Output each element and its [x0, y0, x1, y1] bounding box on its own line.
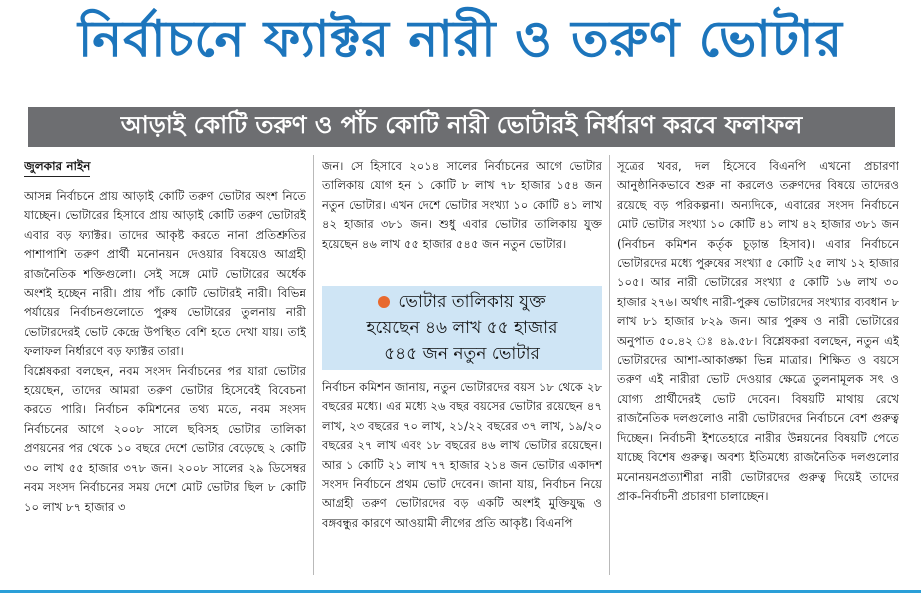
article-column-2-top — [322, 157, 602, 277]
paragraph: জন। সে হিসাবে ২০১৪ সালের নির্বাচনের আগে ভোটার তালিকায় যোগ হন ১ কোটি ৮ লাখ ৭৮ হাজার ১৫৪ জন নতুন ভোটার। এখন দেশে ভোটার সংখ্যা ১০ কোটি ৪১ লাখ ৪২ হাজার ৩৮১ জন। শুধু এবার ভোটার তালিকায় যুক্ত হয়েছেন ৪৬ লাখ ৫৫ হাজার ৫৪৫ জন নতুন ভোটার। — [322, 159, 602, 251]
column-divider — [313, 155, 314, 575]
paragraph: নির্বাচন কমিশন জানায়, নতুন ভোটারদের বয়স ১৮ থেকে ২৮ বছরের মধ্যে। এর মধ্যে ২৬ বছর বয়সের ভোটার রয়েছেন ৪৭ লাখ, ২৩ বছরের ৭০ লাখ, ২১/২২ বছরের ৩৭ লাখ, ১৯/২০ বছরের ২৭ লাখ এবং ১৮ বছরের ৪৬ লাখ ভোটার রয়েছেন। আর ১ কোটি ২১ লাখ ৭৭ হাজার ২১৪ জন ভোটার একাদশ সংসদ নির্বাচনে প্রথম ভোট দেবেন। জানা যায়, নির্বাচন নিয়ে আগ্রহী তরুণ ভোটারদের বড় একটি অংশই মুক্তিযুদ্ধ ও বঙ্গবন্ধুর কারণে আওয়ামী লীগের প্রতি আকৃষ্ট। বিএনপি — [322, 380, 602, 530]
article-column-3 — [617, 157, 899, 577]
paragraph: বিশ্লেষকরা বলছেন, নবম সংসদ নির্বাচনের পর যারা ভোটার হয়েছেন, তাদের আমরা তরুণ ভোটার হিসেবেই বিবেচনা করতে পারি। নির্বাচন কমিশনের তথ্য মতে, নবম সংসদ নির্বাচনের আগে ২০০৮ সালে ছবিসহ ভোটার তালিকা প্রণয়নের পর থেকে ১০ বছরে দেশে ভোটার বেড়েছে ২ কোটি ৩০ লাখ ৫৫ হাজার ৩৭৮ জন। ২০০৮ সালের ২৯ ডিসেম্বর নবম সংসদ নির্বাচনের সময় দেশে মোট ভোটার ছিল ৮ কোটি ১০ লাখ ৮৭ হাজার ৩ — [24, 363, 306, 514]
column-divider — [609, 155, 610, 575]
byline: জুলকার নাইন — [24, 157, 90, 177]
pull-quote-line: হয়েছেন ৪৬ লাখ ৫৫ হাজার — [366, 318, 558, 338]
pull-quote-box — [322, 286, 602, 370]
headline: নির্বাচনে ফ্যাক্টর নারী ও তরুণ ভোটার — [78, 9, 843, 68]
subheadline-banner — [28, 107, 895, 147]
pull-quote-line: ৫৪৫ জন নতুন ভোটার — [384, 344, 540, 364]
pull-quote-text: ভোটার তালিকায় যুক্ত — [398, 292, 546, 312]
paragraph: সূত্রের খবর, দল হিসেবে বিএনপি এখনো প্রচারণা আনুষ্ঠানিকভাবে শুরু না করলেও তরুণদের বিষয়ে তাদেরও রয়েছে বড় পরিকল্পনা। অন্যদিকে, এবারের সংসদ নির্বাচনে মোট ভোটার সংখ্যা ১০ কোটি ৪১ লাখ ৪২ হাজার ৩৮১ জন (নির্বাচন কমিশন কর্তৃক চূড়ান্ত হিসাব)। এবার নির্বাচনে ভোটারদের মধ্যে পুরুষের সংখ্যা ৫ কোটি ২৫ লাখ ১২ হাজার ১০৫। আর নারী ভোটারের সংখ্যা ৫ কোটি ১৬ লাখ ৩০ হাজার ২৭৬। অর্থাৎ নারী-পুরুষ ভোটারদের সংখ্যার ব্যবধান ৮ লাখ ৮১ হাজার ৮২৯ জন। আর পুরুষ ও নারী ভোটারের অনুপাত ৫০.৪২ ঃ ৪৯.৫৮। বিশ্লেষকরা বলছেন, নতুন এই ভোটারদের আশা-আকাঙ্ক্ষা ভিন্ন মাত্রার। শিক্ষিত ও বয়সে তরুণ এই নারীরা ভোট দেওয়ার ক্ষেত্রে তুলনামূলক সৎ ও যোগ্য প্রার্থীদেরই ভোট দেবেন। বিষয়টি মাথায় রেখে রাজনৈতিক দলগুলোও নারী ভোটারদের নির্বাচনে বেশ গুরুত্ব দিচ্ছেন। নির্বাচনী ইশতেহারে নারীর উন্নয়নের বিষয়টি পেতে যাচ্ছে বিশেষ গুরুত্ব। অবশ্য ইতিমধ্যে রাজনৈতিক দলগুলোর মনোনয়নপ্রত্যাশীরা নারী ভোটারদের গুরুত্ব দিয়েই তাদের প্রাক-নির্বাচনী প্রচারণা চালাচ্ছেন। — [617, 159, 899, 503]
bullet-dot-icon — [378, 296, 390, 308]
subheadline-text: আড়াই কোটি তরুণ ও পাঁচ কোটি নারী ভোটারই নির্ধারণ করবে ফলাফল — [120, 111, 803, 139]
article-column-1 — [24, 157, 306, 577]
article-column-2-bottom — [322, 378, 602, 578]
pull-quote-line — [378, 289, 545, 315]
bottom-rule — [0, 590, 921, 593]
paragraph: আসন্ন নির্বাচনে প্রায় আড়াই কোটি তরুণ ভোটার অংশ নিতে যাচ্ছেন। ভোটারের হিসাবে প্রায় আড়াই কোটি তরুণ ভোটারই এবার বড় ফ্যাক্টর। তাদের আকৃষ্ট করতে নানা প্রতিশ্রুতির পাশাপাশি তরুণ প্রার্থী মনোনয়ন দেওয়ার বিষয়েও আগ্রহী রাজনৈতিক শক্তিগুলো। সেই সঙ্গে মোট ভোটারের অর্ধেক অংশই হচ্ছেন নারী। প্রায় পাঁচ কোটি ভোটারই নারী। বিভিন্ন পর্যায়ের নির্বাচনগুলোতে পুরুষ ভোটারের তুলনায় নারী ভোটারদেরই ভোট কেন্দ্রে উপস্থিত বেশি হতে দেখা যায়। তাই ফলাফল নির্ধারণে বড় ফ্যাক্টর তারা। — [24, 189, 306, 359]
